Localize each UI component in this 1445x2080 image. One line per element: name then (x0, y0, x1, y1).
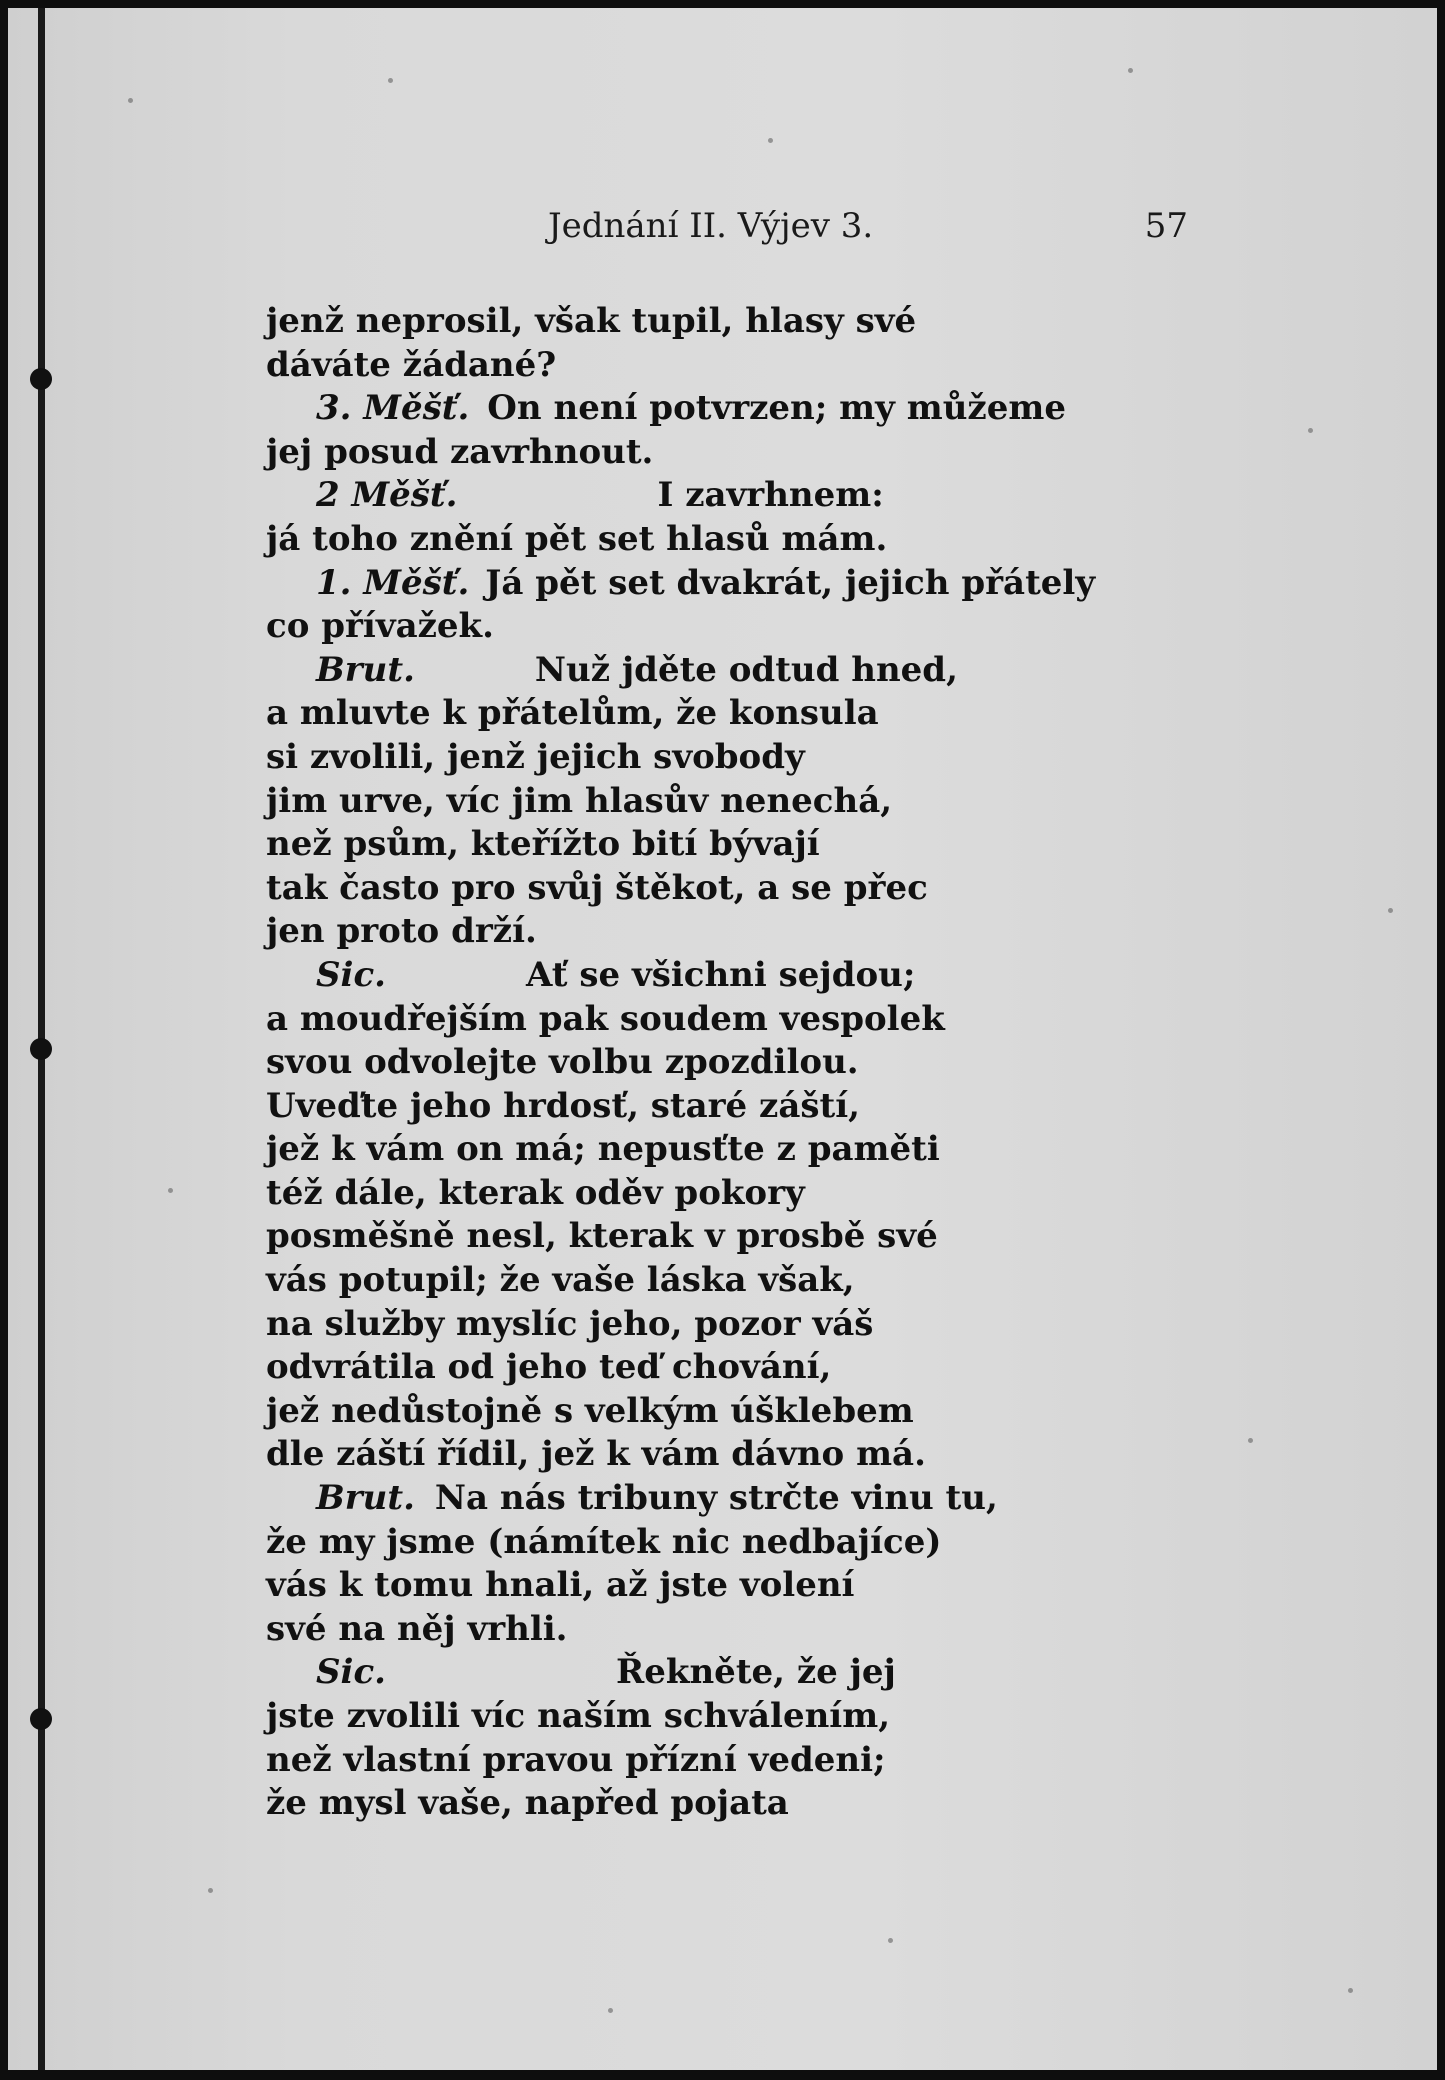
text-line (266, 823, 1166, 867)
line-text: jež nedůstojně s velkým úšklebem (266, 1390, 914, 1431)
text-line (266, 998, 1166, 1042)
line-text: Nuž jděte odtud hned, (534, 649, 958, 690)
line-text: Řekněte, že jej (616, 1652, 896, 1693)
speaker-label: 1. Měšť. (316, 562, 470, 603)
running-head (268, 206, 1188, 252)
text-line (266, 867, 1166, 911)
line-text: jim urve, víc jim hlasův nenechá, (266, 780, 893, 821)
text-line (266, 1346, 1166, 1390)
line-text: dáváte žádané? (266, 344, 557, 385)
text-line (266, 1390, 1166, 1434)
line-text: než psům, kteřížto bití bývají (266, 824, 820, 865)
text-line (266, 692, 1166, 736)
line-text: jste zvolili víc naším schválením, (266, 1696, 891, 1736)
text-line (266, 954, 1166, 998)
text-line (266, 387, 1166, 431)
text-line (266, 780, 1166, 824)
text-line (266, 1041, 1166, 1085)
speaker-label: Brut. (316, 1478, 415, 1519)
line-text: jenž neprosil, však tupil, hlasy své (266, 301, 917, 341)
binding-mark (30, 368, 52, 390)
binding-mark (30, 1708, 52, 1730)
text-line (266, 1433, 1166, 1477)
line-text: než vlastní pravou přízní vedeni; (266, 1739, 886, 1780)
line-text: své na něj vrhli. (266, 1608, 568, 1649)
line-text: dle záští řídil, jež k vám dávno má. (266, 1434, 926, 1475)
text-line (266, 1215, 1166, 1259)
text-line (266, 344, 1166, 388)
speaker-label: Sic. (316, 954, 387, 995)
line-text: co přívažek. (266, 606, 494, 647)
text-line (266, 910, 1166, 954)
line-text: vás k tomu hnali, až jste volení (266, 1565, 855, 1606)
text-line (266, 518, 1166, 562)
text-line (266, 1259, 1166, 1303)
binding-mark (30, 1038, 52, 1060)
page-number: 57 (1144, 206, 1188, 246)
text-line (266, 1128, 1166, 1172)
text-line (266, 1521, 1166, 1565)
verse-text (266, 300, 1166, 1826)
text-line (266, 300, 1166, 344)
line-text: Na nás tribuny strčte vinu tu, (434, 1478, 998, 1519)
text-line (266, 431, 1166, 475)
text-line (266, 1608, 1166, 1652)
text-line (266, 1477, 1166, 1521)
book-page (8, 8, 1437, 2070)
text-line (266, 1172, 1166, 1216)
text-line (266, 1085, 1166, 1129)
text-line (266, 1695, 1166, 1739)
text-line (266, 1782, 1166, 1826)
line-text: Uveďte jeho hrdosť, staré záští, (266, 1085, 860, 1126)
line-text: že mysl vaše, napřed pojata (266, 1783, 789, 1824)
line-text: odvrátila od jeho teď chování, (266, 1347, 832, 1388)
line-text: vás potupil; že vaše láska však, (266, 1260, 855, 1301)
speaker-label: 3. Měšť. (316, 388, 470, 429)
line-text: jen proto drží. (266, 911, 537, 952)
text-line (266, 562, 1166, 606)
speaker-label: Sic. (316, 1652, 387, 1693)
line-text: I zavrhnem: (657, 475, 884, 516)
text-line (266, 1564, 1166, 1608)
text-line (266, 736, 1166, 780)
running-title: Jednání II. Výjev 3. (548, 206, 874, 246)
text-line (266, 1739, 1166, 1783)
text-line (266, 1303, 1166, 1347)
line-text: že my jsme (námítek nic nedbajíce) (266, 1521, 942, 1562)
line-text: a mluvte k přátelům, že konsula (266, 693, 879, 734)
line-text: jež k vám on má; nepusťte z paměti (266, 1129, 940, 1170)
text-line (266, 474, 1166, 518)
line-text: si zvolili, jenž jejich svobody (266, 736, 805, 777)
line-text: tak často pro svůj štěkot, a se přec (266, 867, 928, 908)
line-text: já toho znění pět set hlasů mám. (266, 518, 888, 559)
text-line (266, 605, 1166, 649)
line-text: posměšně nesl, kterak v prosbě své (266, 1216, 938, 1257)
line-text: též dále, kterak oděv pokory (266, 1172, 805, 1213)
line-text: na služby myslíc jeho, pozor váš (266, 1303, 874, 1344)
line-text: On není potvrzen; my můžeme (487, 388, 1066, 429)
line-text: Ať se všichni sejdou; (526, 954, 916, 995)
line-text: Já pět set dvakrát, jejich přátely (485, 562, 1096, 603)
speaker-label: 2 Měšť. (316, 475, 458, 516)
line-text: a moudřejším pak soudem vespolek (266, 998, 945, 1039)
text-line (266, 649, 1166, 693)
text-line (266, 1651, 1166, 1695)
speaker-label: Brut. (316, 649, 415, 690)
line-text: svou odvolejte volbu zpozdilou. (266, 1042, 859, 1083)
line-text: jej posud zavrhnout. (266, 431, 654, 472)
